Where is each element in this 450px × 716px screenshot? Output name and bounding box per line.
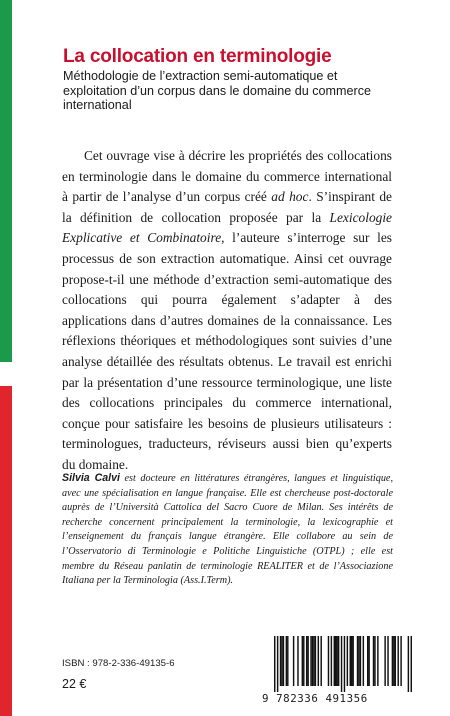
- barcode-bar: [387, 636, 388, 686]
- red-cover-stripe: [0, 386, 12, 716]
- barcode-bar: [411, 636, 412, 692]
- barcode-bar: [280, 636, 281, 686]
- barcode-bar: [310, 636, 311, 686]
- author-biography: [62, 471, 393, 589]
- barcode-bar: [306, 636, 307, 686]
- green-cover-stripe: [0, 0, 12, 362]
- isbn-number: ISBN : 978-2-336-49135-6: [62, 658, 175, 669]
- barcode-bar: [350, 636, 351, 686]
- barcode-bar: [331, 636, 332, 686]
- summary-part-1: Cet ouvrage vise à décrire les propriétés des collocations en terminologie dans le domaine du commerce international à partir de l’analyse d’un corpus créé: [62, 148, 392, 205]
- book-title: La collocation en terminologie: [63, 46, 332, 67]
- barcode-bar: [395, 636, 396, 686]
- author-name: Silvia Calvi: [62, 472, 120, 484]
- barcode-bar: [303, 636, 304, 686]
- barcode-bar: [374, 636, 375, 686]
- barcode-bar: [368, 636, 369, 686]
- barcode-bar: [367, 636, 368, 686]
- summary-emphasis-lec: Lexicologie Explicative et Combinatoire: [62, 209, 392, 246]
- barcode-bar: [341, 636, 342, 692]
- book-price: 22 €: [62, 677, 87, 691]
- barcode-bar: [302, 636, 303, 686]
- barcode-bars: [274, 636, 412, 692]
- barcode: [262, 636, 414, 710]
- barcode-bar: [347, 636, 348, 686]
- barcode-bar: [338, 636, 339, 686]
- barcode-bar: [363, 636, 364, 686]
- barcode-bar: [277, 636, 278, 692]
- book-summary: [62, 146, 392, 476]
- barcode-bar: [352, 636, 353, 686]
- barcode-bar: [293, 636, 294, 686]
- barcode-bar: [392, 636, 393, 686]
- barcode-bar: [344, 636, 345, 692]
- barcode-bar: [360, 636, 361, 686]
- barcode-bar: [357, 636, 358, 686]
- barcode-bar: [286, 636, 287, 686]
- barcode-bar: [336, 636, 337, 686]
- barcode-bar: [384, 636, 385, 686]
- barcode-bar: [312, 636, 313, 686]
- author-bio-text: est docteure en littératures étrangères, langues et linguistique, avec une spécialisation en langue française. Elle est chercheuse post-doctorale auprès de l’Università Cattolica del Sacro Cuore de Milan. Ses intérêts de recherche concernent principalement la terminologie, la lexicographie et l’enseignement du français langue étrangère. Elle collabore au sein de l’Osservatorio di Terminologie e Politiche Linguistiche (OTPL) ; elle est membre du Réseau panlatin de terminologie REALITER et de l’Associazione Italiana per la Terminologia (Ass.I.Term).: [62, 473, 393, 587]
- barcode-bar: [318, 636, 319, 686]
- barcode-bar: [393, 636, 394, 686]
- barcode-bar: [373, 636, 374, 686]
- barcode-bar: [297, 636, 298, 686]
- barcode-bar: [287, 636, 288, 686]
- barcode-bar: [320, 636, 321, 686]
- barcode-bar: [328, 636, 329, 686]
- barcode-bar: [283, 636, 284, 686]
- barcode-bar: [408, 636, 409, 692]
- barcode-digits: 9 782336 491356: [262, 692, 368, 705]
- barcode-bar: [315, 636, 316, 686]
- barcode-bar: [274, 636, 275, 692]
- barcode-bar: [400, 636, 401, 686]
- summary-part-3: , l’auteure s’interroge sur les processus de son extraction automatique. Ainsi cet ouvrage propose-t-il une méthode d’extraction semi-automatique des collocations qui pourra également s’adapter à des applications dans d’autres domaines de la connaissance. Les réflexions théoriques et méthodologiques sont suivies d’une analyse détaillée des résultats obtenus. Le travail est enrichi par la présentation d’une ressource terminologique, une liste des collocations principales du commerce international, conçue pour satisfaire les besoins de plusieurs utilisateurs : terminologues, traducteurs, réviseurs aussi bien qu’experts du domaine.: [62, 230, 393, 472]
- barcode-bar: [397, 636, 398, 686]
- barcode-bar: [377, 636, 378, 686]
- barcode-bar: [351, 636, 352, 686]
- barcode-bar: [281, 636, 282, 686]
- barcode-bar: [313, 636, 314, 686]
- summary-part-2: . S’inspirant de la définition de collocation proposée par la: [62, 189, 393, 225]
- book-subtitle: Méthodologie de l’extraction semi-automatique et exploitation d’un corpus dans le domaine du commerce international: [63, 69, 372, 113]
- summary-emphasis-ad-hoc: ad hoc: [271, 189, 309, 205]
- barcode-bar: [307, 636, 308, 686]
- barcode-bar: [358, 636, 359, 686]
- barcode-bar: [335, 636, 336, 686]
- barcode-bar: [334, 636, 335, 686]
